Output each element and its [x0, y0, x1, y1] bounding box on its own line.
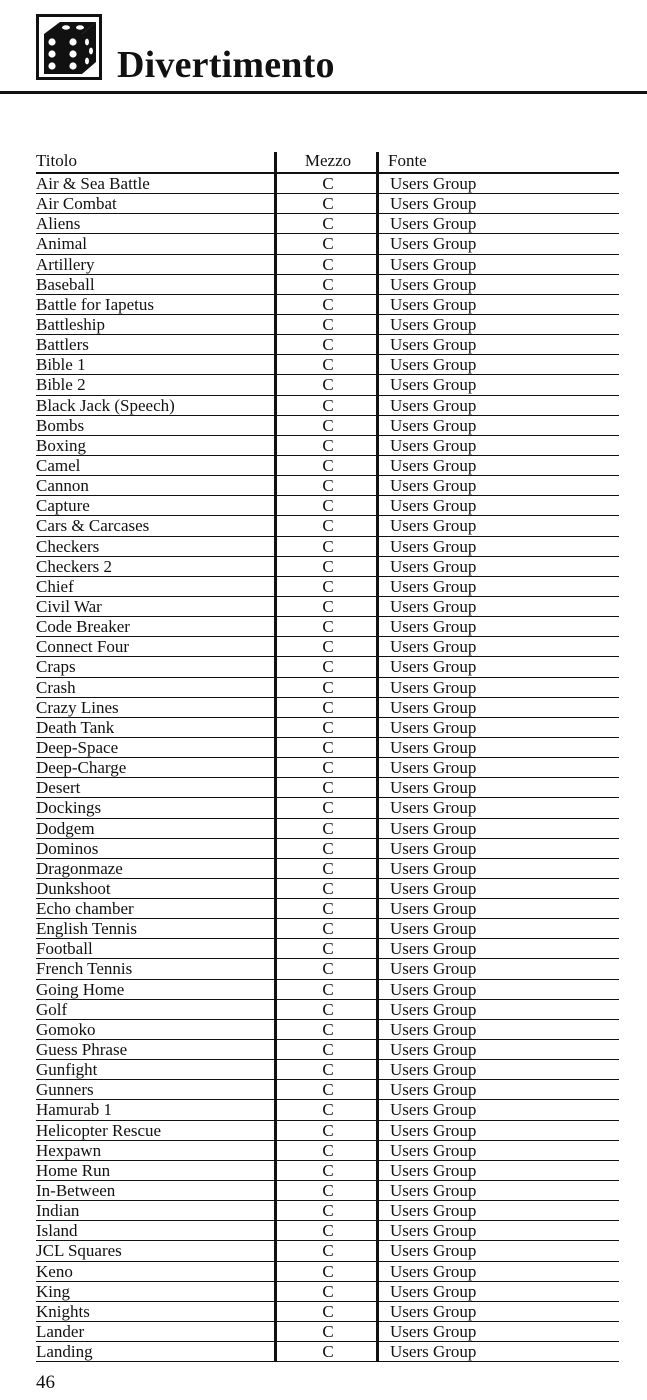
cell-titolo: Checkers [36, 536, 100, 556]
cell-fonte: Users Group [390, 254, 477, 274]
cell-fonte: Users Group [390, 1080, 477, 1100]
cell-fonte: Users Group [390, 858, 477, 878]
cell-mezzo: C [322, 999, 334, 1019]
table-row [36, 617, 619, 637]
cell-fonte: Users Group [390, 1120, 477, 1140]
cell-fonte: Users Group [390, 617, 477, 637]
cell-mezzo: C [322, 637, 334, 657]
cell-titolo: Bible 2 [36, 375, 86, 395]
cell-fonte: Users Group [390, 1160, 477, 1180]
table-row [36, 718, 619, 738]
cell-mezzo: C [322, 375, 334, 395]
cell-titolo: King [36, 1281, 70, 1301]
cell-mezzo: C [322, 1100, 334, 1120]
cell-titolo: Football [36, 939, 93, 959]
cell-titolo: Dockings [36, 798, 102, 818]
cell-fonte: Users Group [390, 778, 477, 798]
table-row [36, 778, 619, 798]
cell-fonte: Users Group [390, 455, 477, 475]
cell-titolo: Knights [36, 1301, 90, 1321]
table-row [36, 1342, 619, 1362]
cell-mezzo: C [322, 1140, 334, 1160]
cell-mezzo: C [322, 798, 334, 818]
table-row [36, 959, 619, 979]
table-row [36, 839, 619, 859]
cell-titolo: Craps [36, 657, 76, 677]
cell-fonte: Users Group [390, 1201, 477, 1221]
cell-fonte: Users Group [390, 234, 477, 254]
cell-mezzo: C [322, 596, 334, 616]
cell-fonte: Users Group [390, 939, 477, 959]
cell-mezzo: C [322, 476, 334, 496]
cell-fonte: Users Group [390, 214, 477, 234]
cell-fonte: Users Group [390, 717, 477, 737]
table-row [36, 798, 619, 818]
cell-titolo: Home Run [36, 1160, 111, 1180]
cell-mezzo: C [322, 677, 334, 697]
table-row [36, 1040, 619, 1060]
cell-mezzo: C [322, 1181, 334, 1201]
cell-mezzo: C [322, 415, 334, 435]
cell-mezzo: C [322, 1040, 334, 1060]
table-row [36, 295, 619, 315]
cell-fonte: Users Group [390, 959, 477, 979]
cell-titolo: Capture [36, 496, 90, 516]
cell-titolo: Deep-Space [36, 737, 119, 757]
cell-fonte: Users Group [390, 1100, 477, 1120]
cell-mezzo: C [322, 1080, 334, 1100]
table-row [36, 255, 619, 275]
cell-mezzo: C [322, 496, 334, 516]
cell-fonte: Users Group [390, 355, 477, 375]
cell-titolo: Deep-Charge [36, 758, 127, 778]
cell-mezzo: C [322, 818, 334, 838]
table-row [36, 738, 619, 758]
table-row [36, 577, 619, 597]
cell-fonte: Users Group [390, 838, 477, 858]
cell-fonte: Users Group [390, 395, 477, 415]
cell-titolo: Chief [36, 576, 74, 596]
cell-mezzo: C [322, 395, 334, 415]
cell-titolo: Battle for Iapetus [36, 294, 155, 314]
table-row [36, 335, 619, 355]
table-row [36, 758, 619, 778]
cell-titolo: Going Home [36, 979, 125, 999]
table-row [36, 698, 619, 718]
cell-mezzo: C [322, 657, 334, 677]
cell-mezzo: C [322, 1201, 334, 1221]
cell-fonte: Users Group [390, 596, 477, 616]
cell-fonte: Users Group [390, 1322, 477, 1342]
column-header-mezzo: Mezzo [304, 151, 352, 170]
table-row [36, 557, 619, 577]
cell-mezzo: C [322, 294, 334, 314]
cell-titolo: Black Jack (Speech) [36, 395, 175, 415]
cell-mezzo: C [322, 1342, 334, 1362]
cell-titolo: Air & Sea Battle [36, 174, 150, 193]
table-row [36, 1100, 619, 1120]
cell-titolo: Aliens [36, 214, 81, 234]
cell-fonte: Users Group [390, 516, 477, 536]
table-row [36, 1020, 619, 1040]
cell-fonte: Users Group [390, 536, 477, 556]
table-row [36, 1241, 619, 1261]
cell-titolo: Dodgem [36, 818, 95, 838]
cell-fonte: Users Group [390, 637, 477, 657]
cell-fonte: Users Group [390, 999, 477, 1019]
cell-titolo: Bible 1 [36, 355, 86, 375]
cell-titolo: Battlers [36, 335, 89, 355]
cell-titolo: Boxing [36, 435, 87, 455]
cell-mezzo: C [322, 254, 334, 274]
table-row [36, 537, 619, 557]
cell-fonte: Users Group [390, 878, 477, 898]
cell-fonte: Users Group [390, 1241, 477, 1261]
table-row [36, 637, 619, 657]
dice-icon [36, 14, 102, 80]
cell-mezzo: C [322, 194, 334, 214]
cell-titolo: Dominos [36, 838, 99, 858]
table-row [36, 496, 619, 516]
table-row [36, 436, 619, 456]
cell-mezzo: C [322, 959, 334, 979]
cell-fonte: Users Group [390, 798, 477, 818]
table-row [36, 980, 619, 1000]
table-row [36, 859, 619, 879]
table-row [36, 1080, 619, 1100]
cell-titolo: Keno [36, 1261, 73, 1281]
cell-mezzo: C [322, 1060, 334, 1080]
cell-titolo: Camel [36, 455, 81, 475]
cell-titolo: Landing [36, 1342, 93, 1362]
cell-mezzo: C [322, 174, 334, 193]
header-rule [0, 91, 647, 94]
table-row [36, 1262, 619, 1282]
cell-fonte: Users Group [390, 194, 477, 214]
table-row [36, 678, 619, 698]
cell-mezzo: C [322, 899, 334, 919]
cell-titolo: Cannon [36, 476, 89, 496]
table-row [36, 476, 619, 496]
table-row [36, 1221, 619, 1241]
cell-titolo: JCL Squares [36, 1241, 122, 1261]
cell-mezzo: C [322, 455, 334, 475]
cell-fonte: Users Group [390, 758, 477, 778]
cell-fonte: Users Group [390, 294, 477, 314]
table-row [36, 1000, 619, 1020]
table-row [36, 657, 619, 677]
cell-fonte: Users Group [390, 1140, 477, 1160]
cell-mezzo: C [322, 979, 334, 999]
table-row [36, 1181, 619, 1201]
cell-mezzo: C [322, 1160, 334, 1180]
cell-fonte: Users Group [390, 1060, 477, 1080]
table-row [36, 275, 619, 295]
cell-titolo: Desert [36, 778, 81, 798]
cell-titolo: Civil War [36, 596, 102, 616]
cell-mezzo: C [322, 435, 334, 455]
cell-fonte: Users Group [390, 1342, 477, 1362]
cell-titolo: Island [36, 1221, 78, 1241]
table-row [36, 1282, 619, 1302]
table-row [36, 355, 619, 375]
cell-titolo: Indian [36, 1201, 80, 1221]
cell-titolo: Bombs [36, 415, 85, 435]
cell-fonte: Users Group [390, 677, 477, 697]
cell-mezzo: C [322, 737, 334, 757]
cell-titolo: Crazy Lines [36, 697, 119, 717]
cell-titolo: Hamurab 1 [36, 1100, 113, 1120]
cell-fonte: Users Group [390, 415, 477, 435]
cell-mezzo: C [322, 919, 334, 939]
table-row [36, 1161, 619, 1181]
cell-titolo: French Tennis [36, 959, 133, 979]
cell-mezzo: C [322, 536, 334, 556]
cell-mezzo: C [322, 234, 334, 254]
cell-titolo: Air Combat [36, 194, 117, 214]
table-row [36, 1302, 619, 1322]
cell-titolo: Connect Four [36, 637, 130, 657]
cell-mezzo: C [322, 1261, 334, 1281]
cell-titolo: Checkers 2 [36, 556, 113, 576]
cell-mezzo: C [322, 778, 334, 798]
cell-mezzo: C [322, 1322, 334, 1342]
table-row [36, 899, 619, 919]
cell-fonte: Users Group [390, 1019, 477, 1039]
table-row [36, 1201, 619, 1221]
table-row [36, 214, 619, 234]
cell-fonte: Users Group [390, 1301, 477, 1321]
cell-fonte: Users Group [390, 476, 477, 496]
cell-fonte: Users Group [390, 919, 477, 939]
table-row [36, 416, 619, 436]
column-header-fonte: Fonte [388, 151, 427, 170]
cell-fonte: Users Group [390, 818, 477, 838]
cell-fonte: Users Group [390, 435, 477, 455]
cell-mezzo: C [322, 758, 334, 778]
column-header-titolo: Titolo [36, 151, 77, 170]
page-title: Divertimento [117, 44, 335, 86]
cell-mezzo: C [322, 274, 334, 294]
cell-mezzo: C [322, 697, 334, 717]
cell-fonte: Users Group [390, 335, 477, 355]
cell-fonte: Users Group [390, 556, 477, 576]
cell-fonte: Users Group [390, 375, 477, 395]
cell-titolo: Gunners [36, 1080, 94, 1100]
cell-fonte: Users Group [390, 697, 477, 717]
cell-mezzo: C [322, 1241, 334, 1261]
table-row [36, 456, 619, 476]
cell-titolo: Death Tank [36, 717, 115, 737]
cell-fonte: Users Group [390, 657, 477, 677]
cell-mezzo: C [322, 314, 334, 334]
cell-mezzo: C [322, 838, 334, 858]
cell-fonte: Users Group [390, 1221, 477, 1241]
page-number: 46 [36, 1372, 55, 1393]
table-header [36, 150, 619, 174]
table-row [36, 315, 619, 335]
table-row [36, 516, 619, 536]
cell-titolo: Battleship [36, 314, 105, 334]
table-row [36, 1060, 619, 1080]
cell-titolo: Helicopter Rescue [36, 1120, 162, 1140]
cell-fonte: Users Group [390, 174, 477, 193]
table-body [36, 174, 619, 1362]
cell-titolo: Cars & Carcases [36, 516, 150, 536]
table-row [36, 819, 619, 839]
cell-mezzo: C [322, 576, 334, 596]
table-row [36, 234, 619, 254]
cell-titolo: Lander [36, 1322, 85, 1342]
cell-titolo: In-Between [36, 1181, 116, 1201]
table-row [36, 194, 619, 214]
cell-mezzo: C [322, 1281, 334, 1301]
table-row [36, 396, 619, 416]
cell-mezzo: C [322, 717, 334, 737]
table-row [36, 1141, 619, 1161]
cell-mezzo: C [322, 214, 334, 234]
cell-fonte: Users Group [390, 314, 477, 334]
page-header [0, 0, 647, 96]
cell-titolo: English Tennis [36, 919, 137, 939]
cell-titolo: Echo chamber [36, 899, 134, 919]
cell-mezzo: C [322, 617, 334, 637]
cell-mezzo: C [322, 556, 334, 576]
cell-fonte: Users Group [390, 496, 477, 516]
table-row [36, 879, 619, 899]
cell-fonte: Users Group [390, 576, 477, 596]
cell-fonte: Users Group [390, 979, 477, 999]
cell-mezzo: C [322, 878, 334, 898]
table-row [36, 597, 619, 617]
cell-titolo: Artillery [36, 254, 95, 274]
cell-titolo: Gomoko [36, 1019, 96, 1039]
games-table [36, 150, 619, 1362]
table-row [36, 919, 619, 939]
table-row [36, 1121, 619, 1141]
cell-titolo: Code Breaker [36, 617, 130, 637]
cell-mezzo: C [322, 858, 334, 878]
table-row [36, 1322, 619, 1342]
cell-fonte: Users Group [390, 737, 477, 757]
cell-mezzo: C [322, 1019, 334, 1039]
cell-mezzo: C [322, 1120, 334, 1140]
cell-titolo: Animal [36, 234, 87, 254]
cell-mezzo: C [322, 355, 334, 375]
cell-mezzo: C [322, 1301, 334, 1321]
cell-fonte: Users Group [390, 1281, 477, 1301]
cell-fonte: Users Group [390, 899, 477, 919]
cell-titolo: Gunfight [36, 1060, 98, 1080]
cell-mezzo: C [322, 1221, 334, 1241]
cell-mezzo: C [322, 335, 334, 355]
table-row [36, 375, 619, 395]
cell-titolo: Golf [36, 999, 68, 1019]
cell-fonte: Users Group [390, 274, 477, 294]
cell-fonte: Users Group [390, 1181, 477, 1201]
table-row [36, 939, 619, 959]
cell-titolo: Dragonmaze [36, 858, 123, 878]
cell-titolo: Baseball [36, 274, 95, 294]
cell-mezzo: C [322, 939, 334, 959]
table-row [36, 174, 619, 194]
cell-titolo: Hexpawn [36, 1140, 102, 1160]
cell-mezzo: C [322, 516, 334, 536]
cell-titolo: Crash [36, 677, 76, 697]
cell-titolo: Guess Phrase [36, 1040, 128, 1060]
cell-titolo: Dunkshoot [36, 878, 111, 898]
cell-fonte: Users Group [390, 1040, 477, 1060]
cell-fonte: Users Group [390, 1261, 477, 1281]
